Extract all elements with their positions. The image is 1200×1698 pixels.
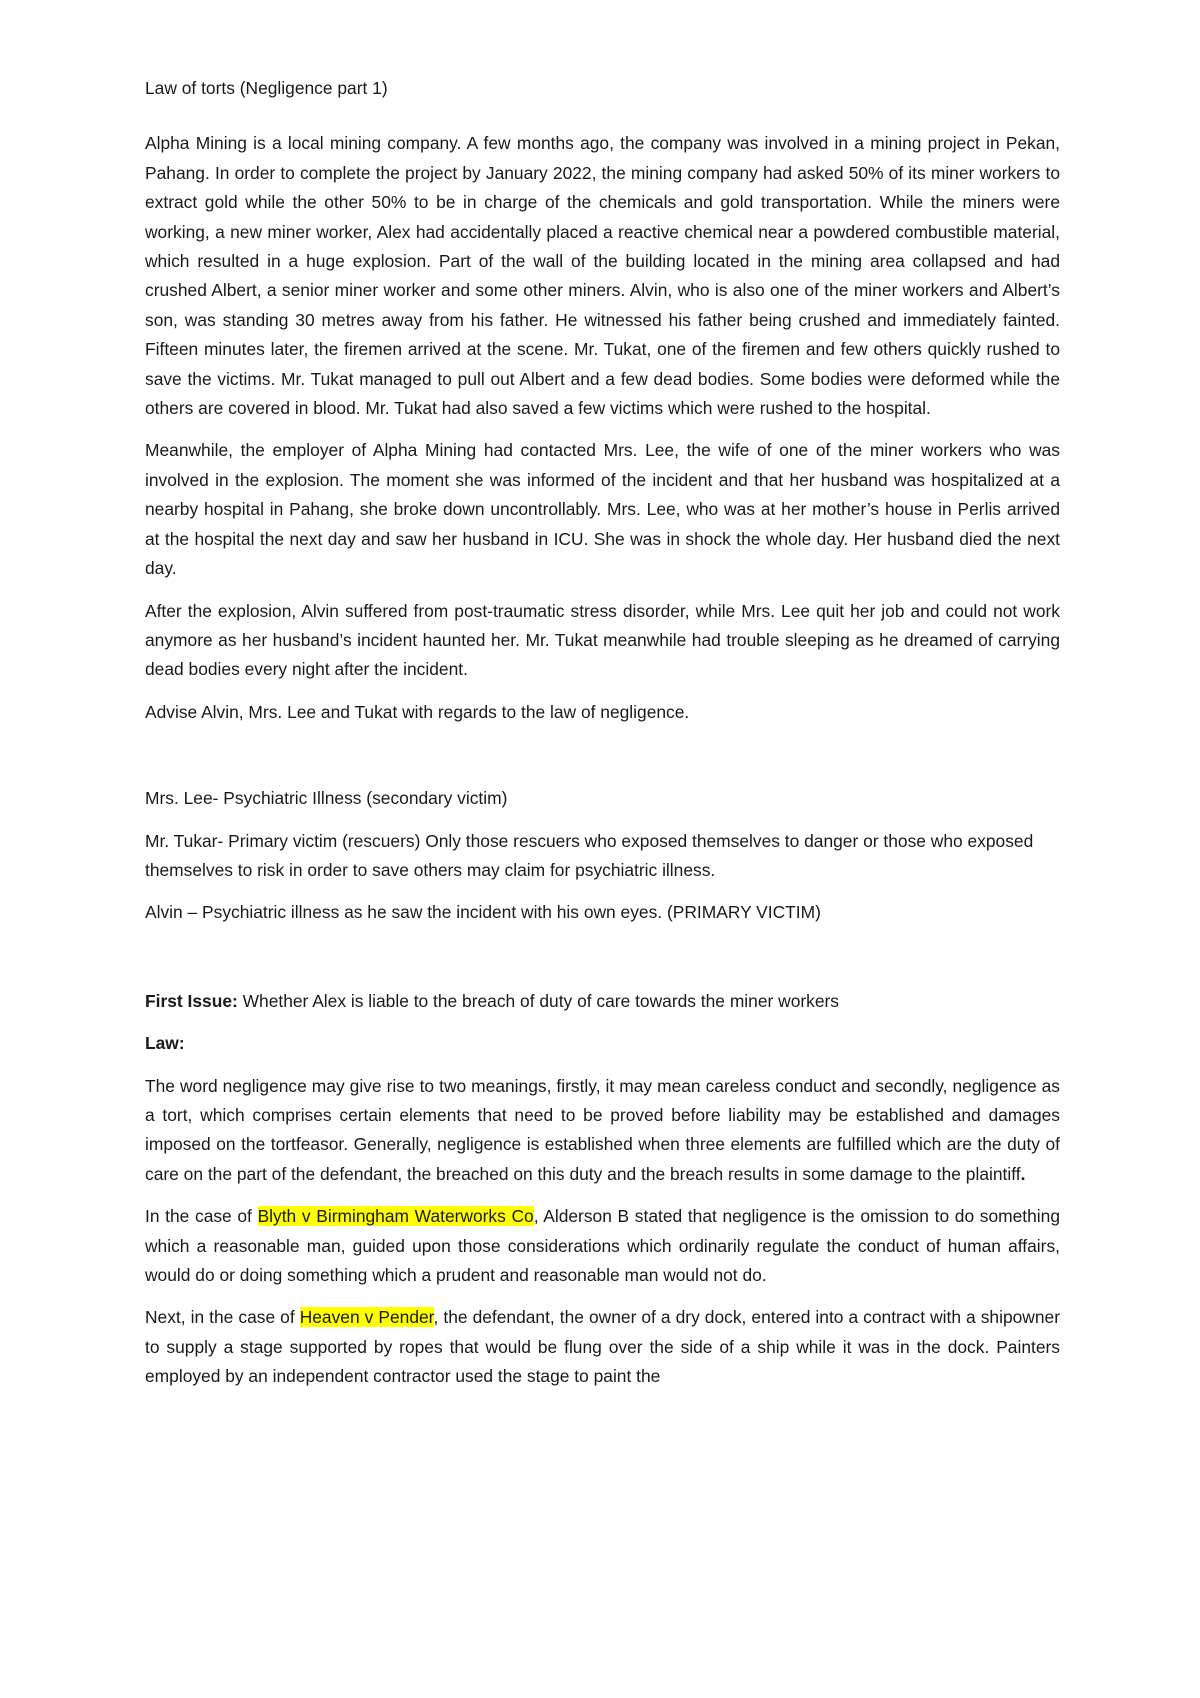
note-mrs-lee: Mrs. Lee- Psychiatric Illness (secondary victim) bbox=[145, 788, 508, 809]
law-paragraph-text: The word negligence may give rise to two meanings, firstly, it may mean careless conduct and secondly, negligence as a tort, which comprises certain elements that need to be proved before liability may be established and damages imposed on the tortfeasor. Generally, negligence is established when three elements are fulfilled which are the duty of care on the part of the defendant, the breached on this duty and the breach results in some damage to the plaintiff bbox=[145, 1075, 1060, 1184]
scenario-paragraph-3: After the explosion, Alvin suffered from post-traumatic stress disorder, while Mrs. Lee quit her job and could not work anymore as her husband’s incident haunted her. Mr. Tukat meanwhile had trouble sleeping as he dreamed of carrying dead bodies every night after the incident. bbox=[145, 600, 1060, 680]
note-mr-tukar: Mr. Tukar- Primary victim (rescuers) Only those rescuers who exposed themselves to danger or those who exposed themselves to risk in order to save others may claim for psychiatric illness. bbox=[145, 830, 1034, 880]
law-paragraph-end: . bbox=[1020, 1163, 1026, 1184]
law-paragraph bbox=[145, 1072, 1060, 1190]
first-issue-label: First Issue: bbox=[145, 990, 238, 1011]
first-issue bbox=[145, 987, 1060, 1016]
document-title: Law of torts (Negligence part 1) bbox=[145, 78, 388, 98]
case-blyth-intro: In the case of bbox=[145, 1206, 258, 1227]
question-text: Advise Alvin, Mrs. Lee and Tukat with regards to the law of negligence. bbox=[145, 701, 690, 722]
scenario-paragraph-1: Alpha Mining is a local mining company. A few months ago, the company was involved in a mining project in Pekan, Pahang. In order to complete the project by January 2022, the mining company had asked 50% of its miner workers to extract gold while the other 50% to be in charge of the chemicals and gold transportation. While the miners were working, a new miner worker, Alex had accidentally placed a reactive chemical near a powdered combustible material, which resulted in a huge explosion. Part of the wall of the building located in the mining area collapsed and had crushed Albert, a senior miner worker and some other miners. Alvin, who is also one of the miner workers and Albert’s son, was standing 30 metres away from his father. He witnessed his father being crushed and immediately fainted. Fifteen minutes later, the firemen arrived at the scene. Mr. Tukat, one of the firemen and few others quickly rushed to save the victims. Mr. Tukat managed to pull out Albert and a few dead bodies. Some bodies were deformed while the others are covered in blood. Mr. Tukat had also saved a few victims which were rushed to the hospital. bbox=[145, 133, 1060, 419]
case-heaven-body: , the defendant, the owner of a dry dock, entered into a contract with a shipowner to supply a stage supported by ropes that would be flung over the side of a ship while it was in the dock. Painters employed by an independent contractor used the stage to paint the bbox=[145, 1307, 1060, 1387]
case-blyth-body: , Alderson B stated that negligence is the omission to do something which a reasonable man, guided upon those considerations which ordinarily regulate the conduct of human affairs, would do or doing something which a prudent and reasonable man would not do. bbox=[145, 1206, 1061, 1285]
case-blyth-paragraph bbox=[145, 1202, 1060, 1290]
spacer bbox=[145, 941, 1060, 987]
spacer bbox=[145, 740, 1060, 784]
case-blyth-highlight: Blyth v Birmingham Waterworks Co bbox=[257, 1206, 534, 1227]
note-alvin: Alvin – Psychiatric illness as he saw the incident with his own eyes. (PRIMARY VICTIM) bbox=[145, 902, 821, 923]
case-heaven-intro: Next, in the case of bbox=[145, 1307, 300, 1328]
law-heading: Law: bbox=[145, 1033, 185, 1054]
scenario-paragraph-2: Meanwhile, the employer of Alpha Mining had contacted Mrs. Lee, the wife of one of the miner workers who was involved in the explosion. The moment she was informed of the incident and that her husband was hospitalized at a nearby hospital in Pahang, she broke down uncontrollably. Mrs. Lee, who was at her mother’s house in Perlis arrived at the hospital the next day and saw her husband in ICU. She was in shock the whole day. Her husband died the next day. bbox=[145, 440, 1060, 579]
case-heaven-paragraph bbox=[145, 1303, 1060, 1391]
case-heaven-highlight: Heaven v Pender bbox=[299, 1307, 434, 1328]
first-issue-text: Whether Alex is liable to the breach of duty of care towards the miner workers bbox=[237, 990, 840, 1011]
